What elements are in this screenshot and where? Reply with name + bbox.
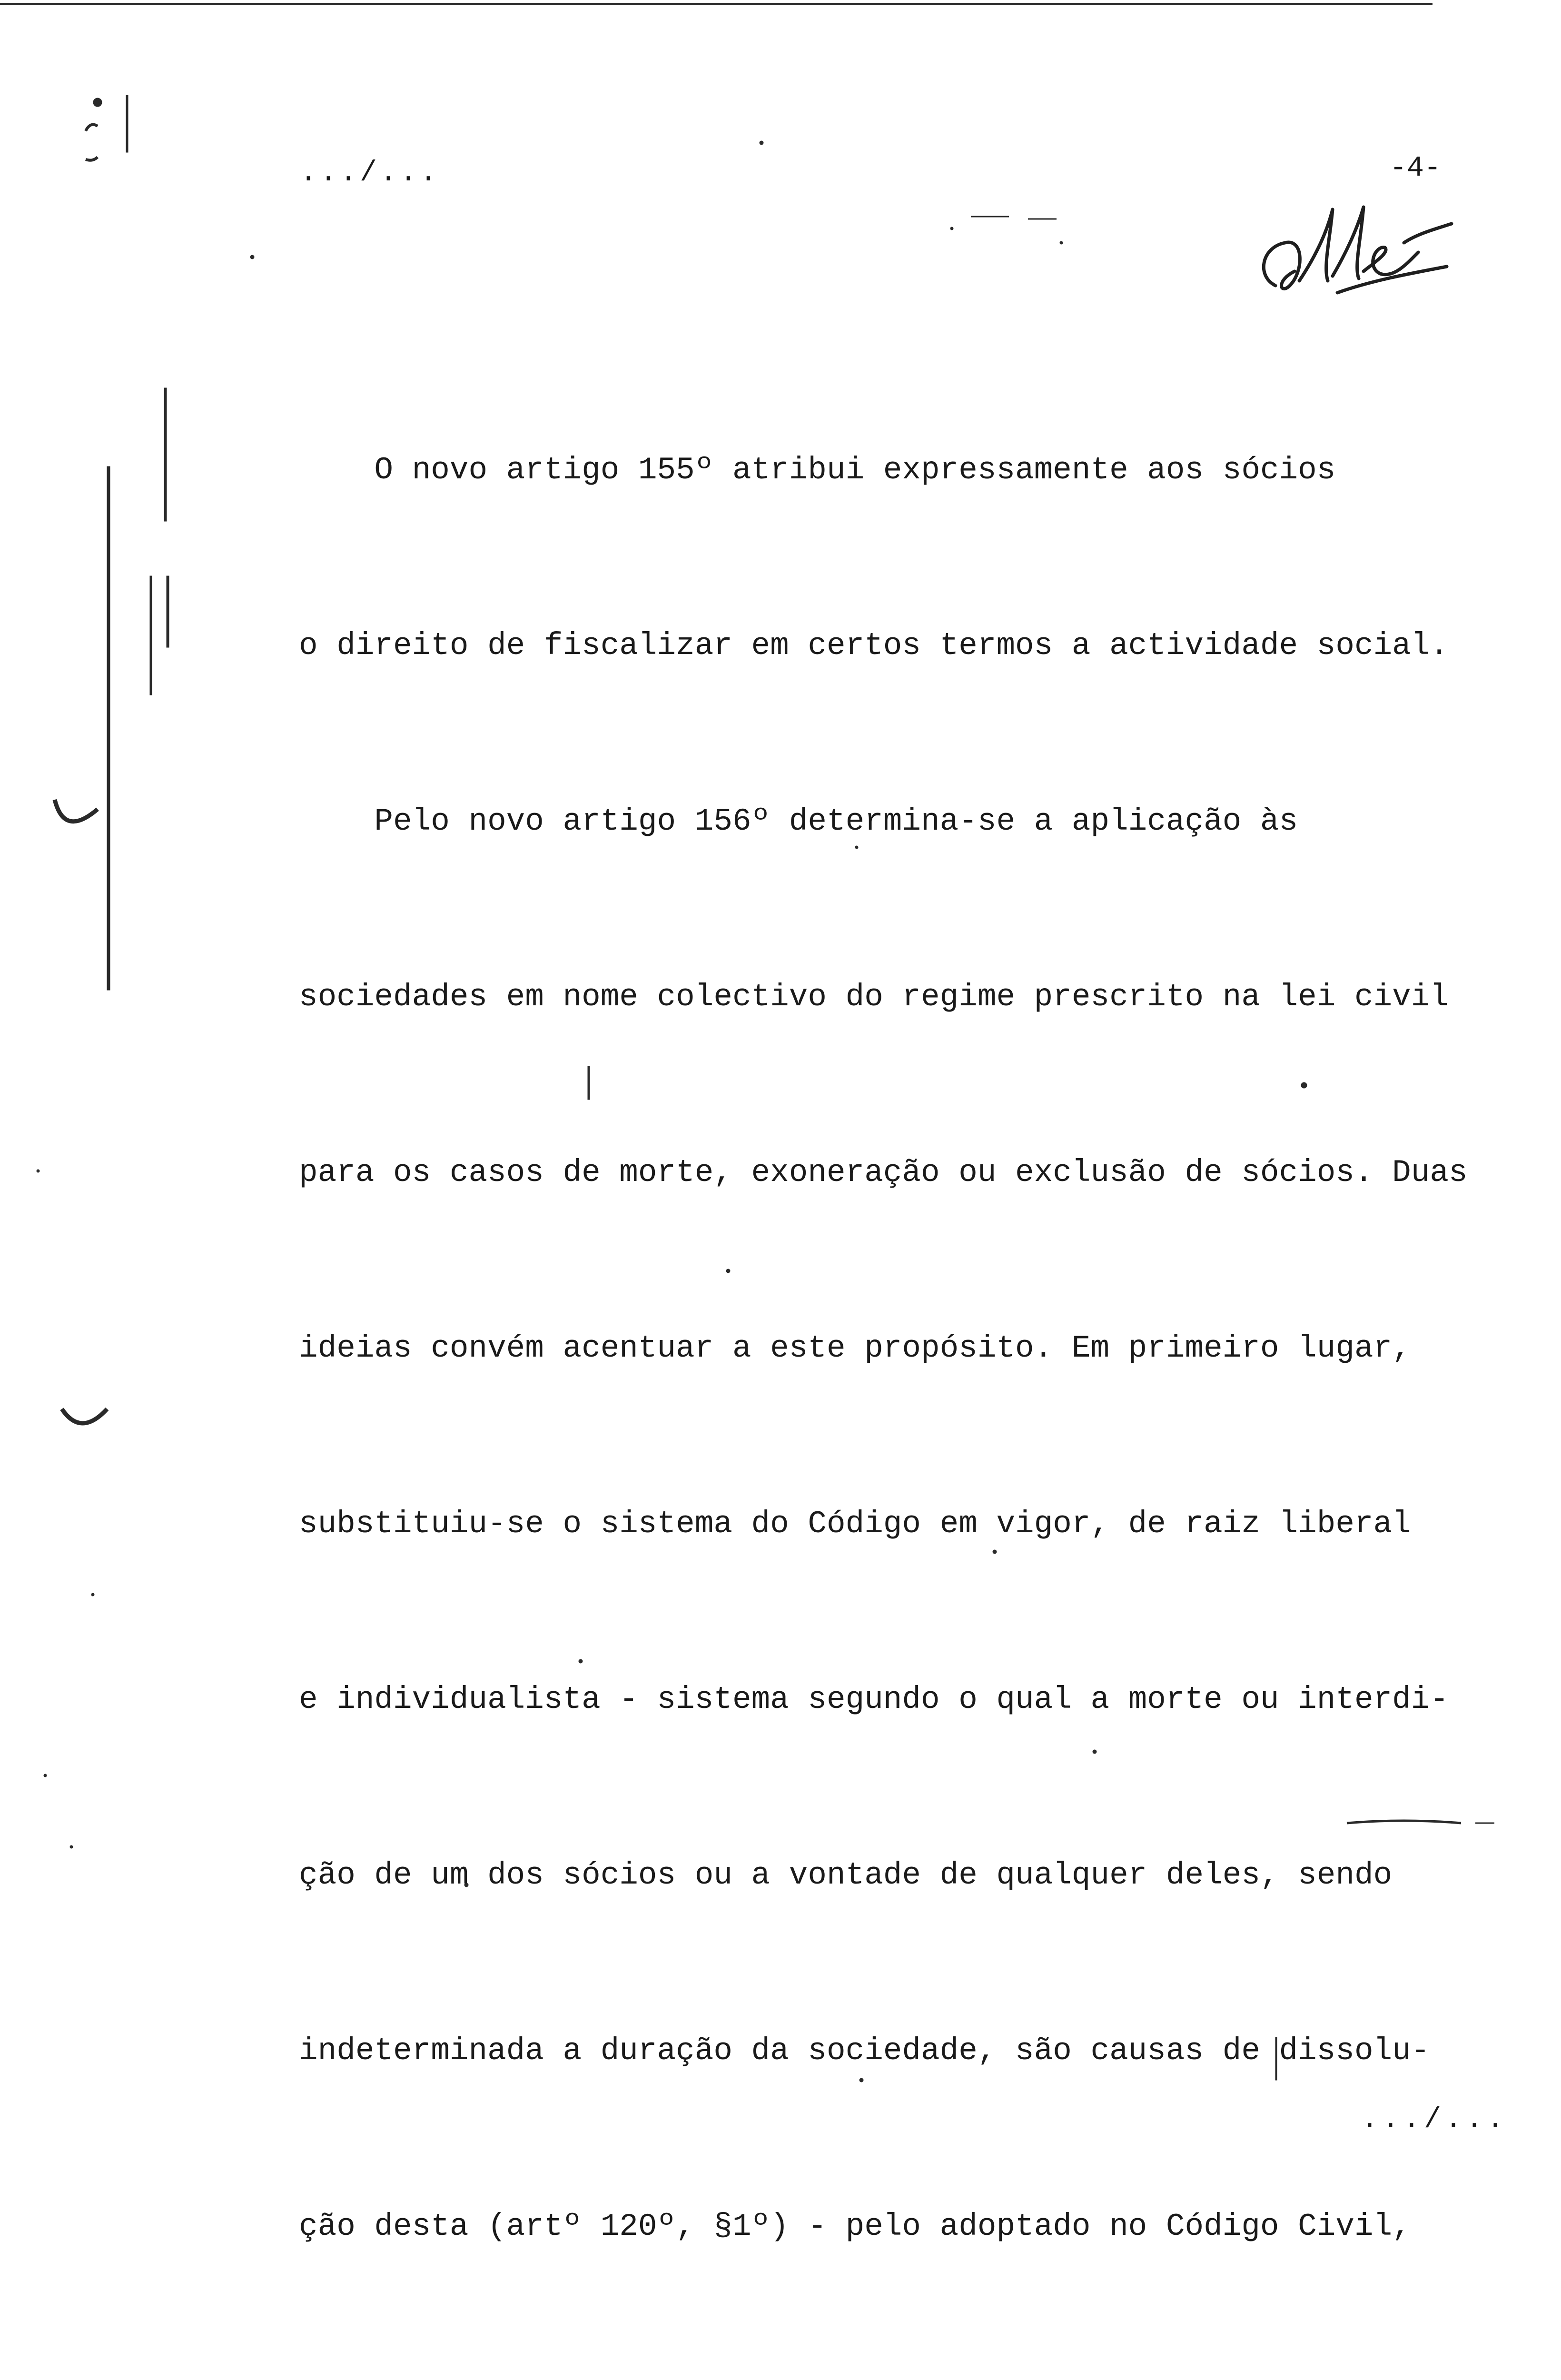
handwritten-signature (1247, 190, 1466, 305)
body-line: ção desta (artº 120º, §1º) - pelo adoptado no Código Civil, (299, 2209, 1411, 2244)
body-line: sociedades em nome colectivo do regime prescrito na lei civil (299, 979, 1449, 1015)
punch-hole-mark (62, 1409, 107, 1423)
margin-line (150, 576, 152, 695)
body-text (299, 324, 1517, 2380)
binder-dot (93, 98, 102, 107)
continuation-marker-bottom: .../... (1361, 2104, 1508, 2136)
page-number: -4- (1390, 152, 1442, 185)
margin-line (126, 95, 128, 152)
margin-line (167, 576, 169, 647)
continuation-marker-top: .../... (300, 157, 440, 189)
punch-hole-mark (55, 800, 98, 822)
binder-mark (86, 157, 98, 160)
body-line: substituiu-se o sistema do Código em vigor, de raiz liberal (299, 1506, 1411, 1542)
body-line: e individualista - sistema segundo o qual a morte ou interdi- (299, 1682, 1449, 1717)
margin-line (164, 388, 167, 521)
body-line: para os casos de morte, exoneração ou exclusão de sócios. Duas (299, 1155, 1468, 1190)
body-line: indeterminada a duração da sociedade, são causas de dissolu- (299, 2033, 1430, 2069)
body-line: o direito de fiscalizar em certos termos a actividade social. (299, 628, 1449, 664)
binder-mark (86, 125, 98, 131)
body-line: ção de um dos sócios ou a vontade de qualquer deles, sendo (299, 1857, 1393, 1893)
body-line: Pelo novo artigo 156º determina-se a aplicação às (299, 803, 1298, 839)
body-line: ideias convém acentuar a este propósito. Em primeiro lugar, (299, 1330, 1411, 1366)
body-line (299, 2373, 1517, 2380)
margin-line (107, 466, 110, 990)
body-line: O novo artigo 155º atribui expressamente aos sócios (299, 452, 1336, 488)
